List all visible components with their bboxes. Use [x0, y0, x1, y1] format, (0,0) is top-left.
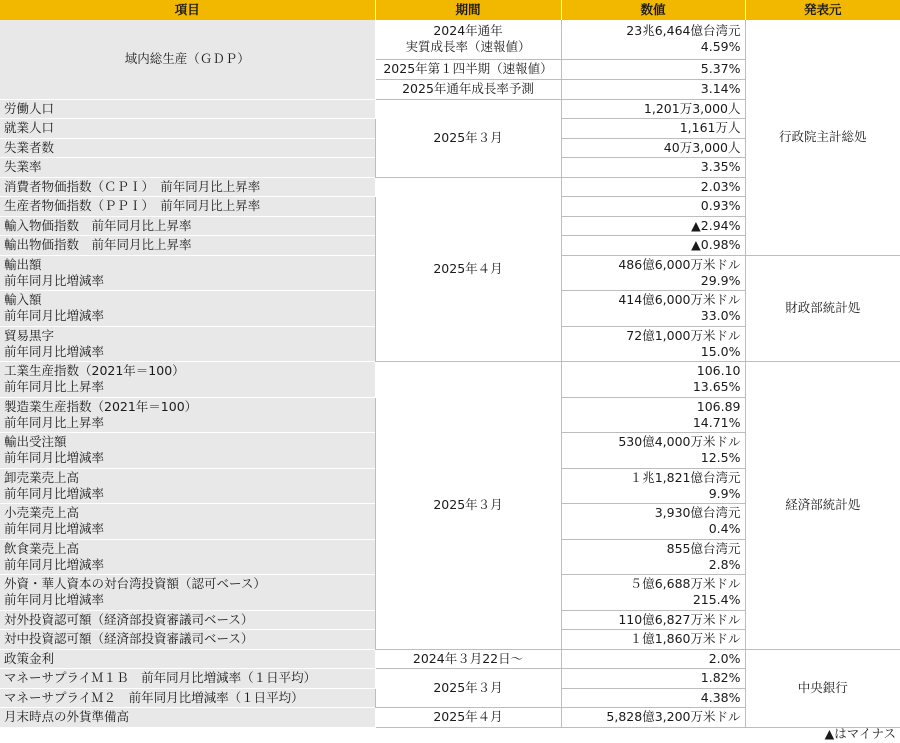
item-cell: 失業者数: [0, 138, 375, 158]
table-row: [0, 20, 900, 59]
period-cell: 2025年３月: [375, 99, 561, 177]
header-source: 発表元: [745, 0, 900, 20]
value-cell: １兆1,821億台湾元 9.9%: [561, 468, 745, 504]
item-cell: 労働人口: [0, 99, 375, 119]
value-cell: 5.37%: [561, 59, 745, 79]
table-row: [0, 649, 900, 669]
value-cell: 72億1,000万米ドル 15.0%: [561, 326, 745, 362]
value-cell: 2.03%: [561, 177, 745, 197]
item-cell: マネーサプライＭ１Ｂ 前年同月比増減率（１日平均）: [0, 669, 375, 689]
period-cell: 2025年３月: [375, 362, 561, 650]
item-cell: 工業生産指数（2021年＝100） 前年同月比上昇率: [0, 362, 375, 398]
item-cell: 飲食業売上高 前年同月比増減率: [0, 539, 375, 575]
item-cell: 輸出物価指数 前年同月比上昇率: [0, 236, 375, 256]
item-cell: 域内総生産（ＧＤＰ）: [0, 20, 375, 99]
item-cell: 失業率: [0, 158, 375, 178]
period-cell: 2025年第１四半期（速報値）: [375, 59, 561, 79]
item-cell: 就業人口: [0, 119, 375, 139]
item-cell: 卸売業売上高 前年同月比増減率: [0, 468, 375, 504]
header-value: 数値: [561, 0, 745, 20]
source-cell: 中央銀行: [745, 649, 900, 727]
value-cell: 5,828億3,200万米ドル: [561, 708, 745, 728]
value-cell: ５億6,688万米ドル 215.4%: [561, 575, 745, 611]
period-cell: 2025年通年成長率予測: [375, 79, 561, 99]
value-cell: 23兆6,464億台湾元 4.59%: [561, 20, 745, 59]
item-cell: 対外投資認可額（経済部投資審議司ベース）: [0, 610, 375, 630]
item-cell: 貿易黒字 前年同月比増減率: [0, 326, 375, 362]
item-cell: 輸出受注額 前年同月比増減率: [0, 433, 375, 469]
header-period: 期間: [375, 0, 561, 20]
item-cell: 対中投資認可額（経済部投資審議司ベース）: [0, 630, 375, 650]
item-cell: 輸入額 前年同月比増減率: [0, 291, 375, 327]
item-cell: 消費者物価指数（ＣＰＩ） 前年同月比上昇率: [0, 177, 375, 197]
item-cell: 輸入物価指数 前年同月比上昇率: [0, 216, 375, 236]
item-cell: 生産者物価指数（ＰＰＩ） 前年同月比上昇率: [0, 197, 375, 217]
value-cell: 4.38%: [561, 688, 745, 708]
value-cell: 2.0%: [561, 649, 745, 669]
period-cell: 2025年３月: [375, 669, 561, 708]
value-cell: 106.89 14.71%: [561, 397, 745, 433]
footnote: ▲はマイナス: [824, 726, 896, 741]
table-header-row: [0, 0, 900, 20]
value-cell: 110億6,827万米ドル: [561, 610, 745, 630]
value-cell: ▲2.94%: [561, 216, 745, 236]
source-cell: 経済部統計処: [745, 362, 900, 650]
period-cell: 2024年通年 実質成長率（速報値）: [375, 20, 561, 59]
period-cell: 2024年３月22日～: [375, 649, 561, 669]
value-cell: ▲0.98%: [561, 236, 745, 256]
item-cell: 外資・華人資本の対台湾投資額（認可ベース） 前年同月比増減率: [0, 575, 375, 611]
value-cell: 0.93%: [561, 197, 745, 217]
value-cell: 1,201万3,000人: [561, 99, 745, 119]
item-cell: 小売業売上高 前年同月比増減率: [0, 504, 375, 540]
item-cell: 月末時点の外貨準備高: [0, 708, 375, 728]
item-cell: マネーサプライＭ２ 前年同月比増減率（１日平均）: [0, 688, 375, 708]
value-cell: 1,161万人: [561, 119, 745, 139]
value-cell: 1.82%: [561, 669, 745, 689]
table-row: [0, 362, 900, 398]
value-cell: 40万3,000人: [561, 138, 745, 158]
value-cell: 414億6,000万米ドル 33.0%: [561, 291, 745, 327]
value-cell: １億1,860万米ドル: [561, 630, 745, 650]
header-item: 項目: [0, 0, 375, 20]
item-cell: 製造業生産指数（2021年＝100） 前年同月比上昇率: [0, 397, 375, 433]
period-cell: 2025年４月: [375, 177, 561, 362]
source-cell: 行政院主計総処: [745, 20, 900, 255]
value-cell: 3,930億台湾元 0.4%: [561, 504, 745, 540]
value-cell: 3.35%: [561, 158, 745, 178]
item-cell: 政策金利: [0, 649, 375, 669]
source-cell: 財政部統計処: [745, 255, 900, 362]
item-cell: 輸出額 前年同月比増減率: [0, 255, 375, 291]
value-cell: 486億6,000万米ドル 29.9%: [561, 255, 745, 291]
value-cell: 106.10 13.65%: [561, 362, 745, 398]
period-cell: 2025年４月: [375, 708, 561, 728]
value-cell: 855億台湾元 2.8%: [561, 539, 745, 575]
value-cell: 3.14%: [561, 79, 745, 99]
value-cell: 530億4,000万米ドル 12.5%: [561, 433, 745, 469]
